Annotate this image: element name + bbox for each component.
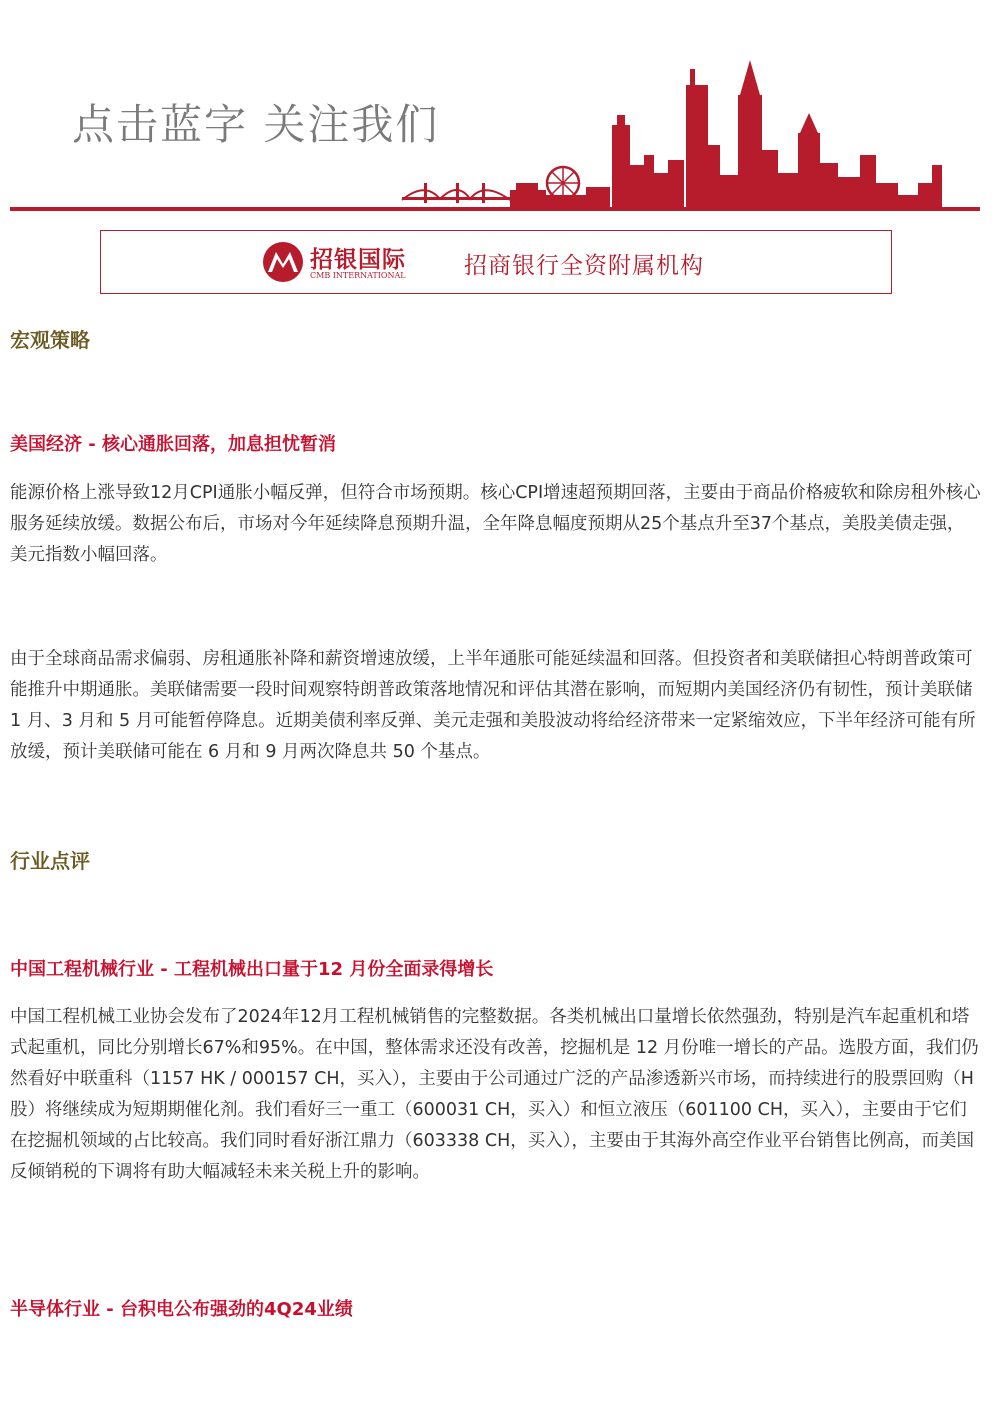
article-paragraph: 由于全球商品需求偏弱、房租通胀补降和薪资增速放缓，上半年通胀可能延续温和回落。但投资者和美联储担心特朗普政策可能推升中期通胀。美联储需要一段时间观察特朗普政策落地情况和评估其潜在影响，而短期内美国经济仍有韧性，预计美联储1 月、3 月和 5 月可能暂停降息。近期美债利率反弹、美元走强和美股波动将给经济带来一定紧缩效应，下半年经济可能有所放缓，预计美联储可能在 6 月和 9 月两次降息共 50 个基点。	[10, 649, 976, 762]
header-banner	[0, 0, 992, 215]
city-skyline-illustration	[400, 55, 945, 210]
article-paragraph: 中国工程机械工业协会发布了2024年12月工程机械销售的完整数据。各类机械出口量增长依然强劲，特别是汽车起重机和塔式起重机，同比分别增长67%和95%。在中国，整体需求还没有改善，挖掘机是 12 月份唯一增长的产品。选股方面，我们仍然看好中联重科（1157 HK / 000157 CH，买入），主要由于公司通过广泛的产品渗透新兴市场，而持续进行的股票回购（H股）将继续成为短期期催化剂。我们看好三一重工（600031 CH，买入）和恒立液压（601100 CH，买入），主要由于它们在挖掘机领域的占比较高。我们同时看好浙江鼎力（603338 CH，买入），主要由于其海外高空作业平台销售比例高，而美国反倾销税的下调将有助大幅减轻未来关税上升的影响。	[10, 1007, 979, 1182]
banner-title[interactable]: 点击蓝字 关注我们	[72, 100, 440, 149]
brand-tagline: 招商银行全资附属机构	[464, 253, 704, 279]
cmb-logo-icon	[261, 240, 305, 284]
section-heading-industry: 行业点评	[10, 849, 90, 873]
article-title-construction-machinery[interactable]: 中国工程机械行业 - 工程机械出口量于12 月份全面录得增长	[10, 959, 494, 980]
brand-name-english: CMB INTERNATIONAL	[310, 271, 406, 280]
brand-banner[interactable]	[100, 230, 892, 294]
article-title-us-economy[interactable]: 美国经济 - 核心通胀回落，加息担忧暂消	[10, 434, 337, 455]
article-paragraph: 能源价格上涨导致12月CPI通胀小幅反弹，但符合市场预期。核心CPI增速超预期回落，主要由于商品价格疲软和除房租外核心服务延续放缓。数据公布后，市场对今年延续降息预期升温，全年降息幅度预期从25个基点升至37个基点，美股美债走强，美元指数小幅回落。	[10, 483, 981, 565]
section-heading-macro: 宏观策略	[10, 328, 90, 352]
header-divider	[10, 207, 980, 211]
article-title-semiconductor[interactable]: 半导体行业 - 台积电公布强劲的4Q24业绩	[10, 1299, 353, 1320]
brand-name: 招银国际	[310, 246, 406, 273]
